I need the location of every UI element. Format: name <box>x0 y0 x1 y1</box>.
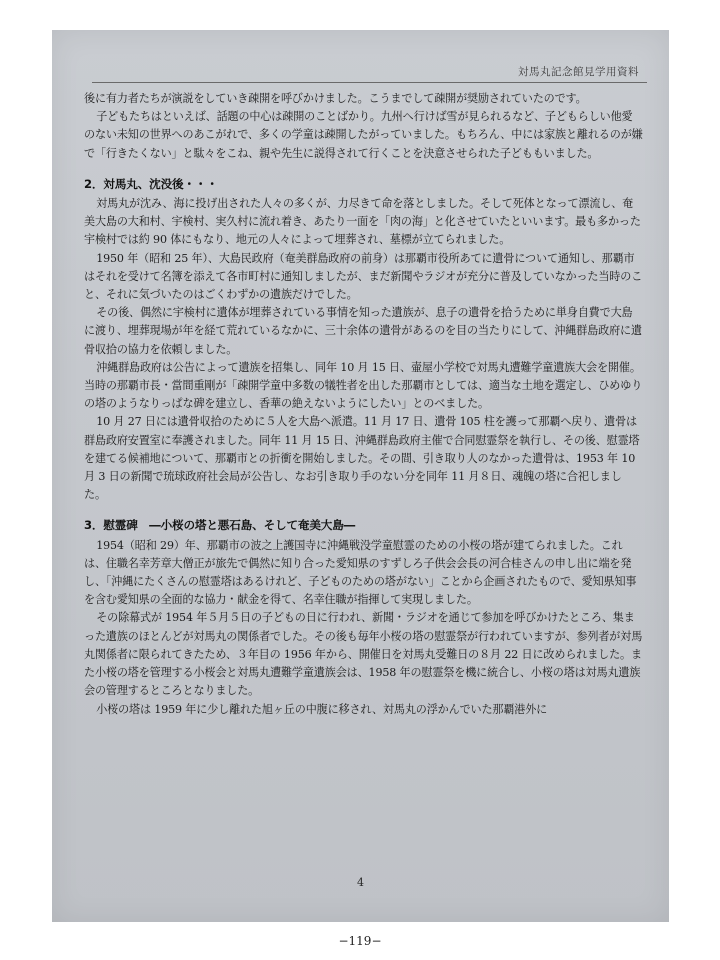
section-2-paragraph-3: その後、偶然に宇検村に遺体が埋葬されている事情を知った遺族が、息子の遺骨を拾うために単身自費で大島に渡り、埋葬現場が年を経て荒れているなかに、三十余体の遺骨があるのを目の当たりにして、沖縄群島政府に遺骨収拾の協力を依頼しました。 <box>84 306 642 356</box>
section-2-paragraph-1: 対馬丸が沈み、海に投げ出された人々の多くが、力尽きて命を落としました。そして死体となって漂流し、奄美大島の大和村、宇検村、実久村に流れ着き、あたり一面を「肉の海」と化させていたといいます。最も多かった宇検村では約 90 体にもなり、地元の人々によって埋葬され、墓標が立てられました。 <box>84 197 641 247</box>
section-2-paragraph-4: 沖縄群島政府は公告によって遺族を招集し、同年 10 月 15 日、壷屋小学校で対馬丸遭難学童遺族大会を開催。当時の那覇市長・當間重剛が「疎開学童中多数の犠牲者を出した那覇市としては、適当な土地を選定し、ひめゆりの塔のようなりっぱな碑を建立し、香華の絶えないようにしたい」とのべました。 <box>84 360 643 411</box>
section-2-paragraph-5: 10 月 27 日には遺骨収拾のために５人を大島へ派遣。11 月 17 日、遺骨 105 柱を護って那覇へ戻り、遺骨は群島政府安置室に奉護されました。同年 11 月 15 日、沖縄群島政府主催で合同慰霊祭を執行し、その後、慰霊塔を建てる候補地について、那覇市との折衝を開始しました。その間、引き取り人のなかった遺骨は、1953 年 10 月 3 日の新聞で琉球政府社会局が公告し、なお引き取り手のない分を同年 11 月８日、魂魄の塔に合祀しました。 <box>84 415 640 502</box>
page-number: 4 <box>357 876 364 889</box>
document-header: 対馬丸記念館見学用資料 <box>518 66 639 78</box>
header-rule <box>92 82 647 83</box>
section-3-paragraph-2: その除幕式が 1954 年５月５日の子どもの日に行われ、新聞・ラジオを通じて参加を呼びかけたところ、集まった遺族のほとんどが対馬丸の関係者でした。その後も毎年小桜の塔の慰霊祭が行われていますが、参列者が対馬丸関係者に限られてきたため、３年目の 1956 年から、開催日を対馬丸受難日の８月 22 日に改められました。また小桜の塔を管理する小桜会と対馬丸遭難学童遺族会は、1958 年の慰霊祭を機に統合し、小桜の塔は対馬丸遺族会の管理するところとなりました。 <box>84 611 643 698</box>
section-2-heading: 2．対馬丸、沈没後・・・ <box>84 176 218 191</box>
document-body <box>84 90 643 719</box>
intro-paragraph-1: 後に有力者たちが演説をしていき疎開を呼びかけました。こうまでして疎開が奨励されていたのです。 <box>84 92 587 105</box>
section-3-heading: 3．慰霊碑 ―小桜の塔と悪石島、そして奄美大島― <box>84 518 356 533</box>
document-photo <box>52 30 669 922</box>
section-3-paragraph-3: 小桜の塔は 1959 年に少し離れた旭ヶ丘の中腹に移され、対馬丸の浮かんでいた那覇港外に <box>96 702 548 716</box>
section-3-paragraph-1: 1954（昭和 29）年、那覇市の波之上護国寺に沖縄戦没学童慰霊のための小桜の塔が建てられました。これは、住職名幸芳章大僧正が旅先で偶然に知り合った愛知県のすずしろ子供会会長の河合桂さんの申し出に端を発し、「沖縄にたくさんの慰霊塔はあるけれど、子どものための塔がない」ことから企画されたもので、愛知県知事を含む愛知県の全面的な協力・献金を得て、名幸住職が指揮して実現しました。 <box>84 538 637 607</box>
section-2-paragraph-2: 1950 年（昭和 25 年）、大島民政府（奄美群島政府の前身）は那覇市役所あてに遺骨について通知し、那覇市はそれを受けて名簿を添えて各市町村に通知しましたが、まだ新聞やラジオが充分に普及していなかった当時のこと、それに気づいたのはごくわずかの遺族だけでした。 <box>84 251 643 302</box>
intro-paragraph-2: 子どもたちはといえば、話題の中心は疎開のことばかり。九州へ行けば雪が見られるなど、子どもらしい他愛のない未知の世界へのあこがれで、多くの学童は疎開したがっていました。もちろん、中には家族と離れるのが嫌で「行きたくない」と駄々をこね、親や先生に説得されて行くことを決意させられた子どももいました。 <box>84 110 643 160</box>
footer-page-label: −119− <box>338 934 382 948</box>
